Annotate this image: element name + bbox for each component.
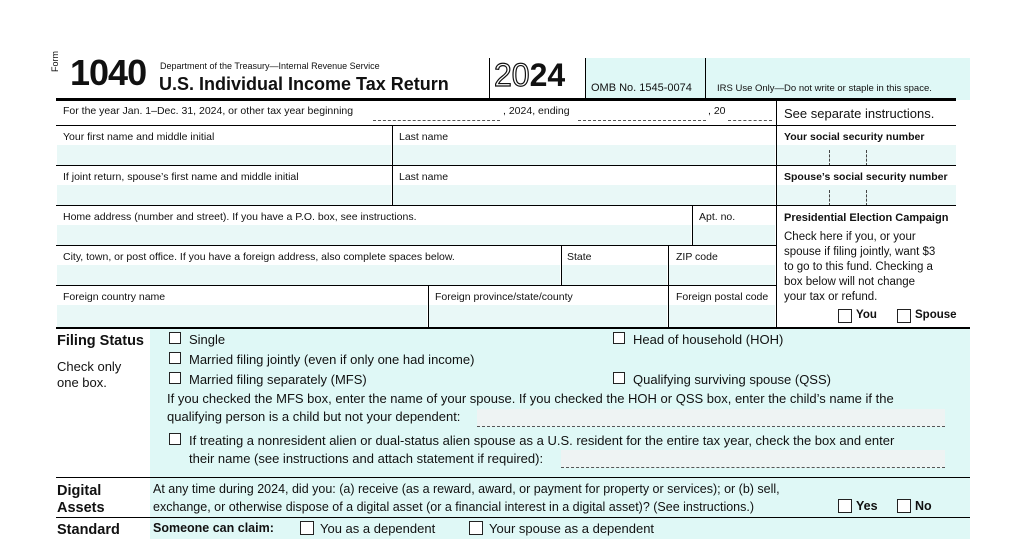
digital-assets-question-1: At any time during 2024, did you: (a) receive (as a reward, award, or payment for property or services); or (b) sell,: [153, 482, 780, 496]
campaign-you-label: You: [856, 309, 877, 321]
tax-year-outline: 20: [494, 57, 530, 93]
campaign-line: to go to this fund. Checking a: [784, 261, 933, 273]
digital-assets-title-1: Digital: [57, 483, 102, 499]
mfj-label: Married filing jointly (even if only one had income): [189, 352, 475, 367]
single-label: Single: [189, 332, 226, 347]
foreign-postal-label: Foreign postal code: [676, 291, 769, 303]
tax-year-begin-field[interactable]: [373, 120, 500, 121]
spouse-dependent-label: Your spouse as a dependent: [489, 521, 655, 536]
mfs-checkbox[interactable]: [169, 372, 181, 384]
state-input[interactable]: [562, 265, 667, 285]
mfs-spouse-name-input[interactable]: [477, 409, 945, 427]
you-dependent-checkbox[interactable]: [300, 521, 314, 535]
spouse-dependent-checkbox[interactable]: [469, 521, 483, 535]
foreign-province-label: Foreign province/state/county: [435, 291, 573, 303]
campaign-line: box below will not change: [784, 276, 916, 288]
city-label: City, town, or post office. If you have a foreign address, also complete spaces below.: [63, 251, 455, 263]
tax-year-end-field[interactable]: [578, 120, 706, 121]
campaign-line: spouse if filing jointly, want $3: [784, 246, 936, 258]
filing-status-title: Filing Status: [57, 333, 144, 349]
foreign-country-input[interactable]: [57, 305, 427, 327]
omb-number: OMB No. 1545-0074: [591, 82, 692, 94]
nonresident-line-2: their name (see instructions and attach statement if required):: [189, 451, 544, 466]
tax-year-20-field[interactable]: [728, 120, 772, 121]
mfs-note-line-2: qualifying person is a child but not your dependent:: [167, 409, 461, 424]
spouse-last-name-input[interactable]: [393, 185, 775, 205]
last-name-label: Last name: [399, 131, 449, 143]
nonresident-name-input[interactable]: [561, 450, 945, 468]
you-dependent-label: You as a dependent: [320, 521, 436, 536]
last-name-input[interactable]: [393, 145, 775, 165]
mfj-checkbox[interactable]: [169, 352, 181, 364]
tax-year-bold: 24: [529, 57, 566, 93]
someone-can-claim-label: Someone can claim:: [153, 521, 274, 535]
irs-use-only: IRS Use Only—Do not write or staple in this space.: [717, 83, 932, 94]
form-prefix: Form: [50, 51, 60, 72]
foreign-postal-input[interactable]: [669, 305, 775, 327]
apt-input[interactable]: [693, 225, 775, 245]
digital-assets-title-2: Assets: [57, 500, 105, 516]
campaign-line: Check here if you, or your: [784, 231, 916, 243]
mfs-label: Married filing separately (MFS): [189, 372, 367, 387]
see-instructions: See separate instructions.: [784, 106, 935, 121]
tax-year-label: For the year Jan. 1–Dec. 31, 2024, or other tax year beginning: [63, 105, 354, 117]
home-address-input[interactable]: [57, 225, 691, 245]
zip-label: ZIP code: [676, 251, 718, 263]
campaign-text: [784, 230, 935, 305]
mfs-note-line-1: If you checked the MFS box, enter the name of your spouse. If you checked the HOH or QSS box, enter the child’s name if the: [167, 391, 894, 406]
home-address-label: Home address (number and street). If you have a P.O. box, see instructions.: [63, 211, 417, 223]
tax-year-20-label: , 20: [708, 105, 726, 117]
spouse-last-name-label: Last name: [399, 171, 449, 183]
hoh-checkbox[interactable]: [613, 332, 625, 344]
tax-year-ending-label: , 2024, ending: [503, 105, 570, 117]
first-name-label: Your first name and middle initial: [63, 131, 215, 143]
apt-label: Apt. no.: [699, 211, 736, 223]
state-label: State: [567, 251, 592, 263]
digital-assets-no-label: No: [915, 499, 932, 513]
digital-assets-yes-label: Yes: [856, 499, 878, 513]
first-name-input[interactable]: [57, 145, 391, 165]
tax-year: [494, 57, 565, 94]
department-label: Department of the Treasury—Internal Revenue Service: [160, 61, 380, 71]
nonresident-checkbox[interactable]: [169, 433, 181, 445]
foreign-country-label: Foreign country name: [63, 291, 166, 303]
city-input[interactable]: [57, 265, 560, 285]
digital-assets-question-2: exchange, or otherwise dispose of a digital asset (or a financial interest in a digital asset)? (See instructions.): [153, 500, 755, 514]
digital-assets-yes-checkbox[interactable]: [838, 499, 852, 513]
campaign-title: Presidential Election Campaign: [784, 212, 949, 224]
campaign-line: your tax or refund.: [784, 291, 878, 303]
campaign-spouse-label: Spouse: [915, 309, 957, 321]
foreign-province-input[interactable]: [429, 305, 667, 327]
campaign-spouse-checkbox[interactable]: [897, 309, 911, 323]
digital-assets-no-checkbox[interactable]: [897, 499, 911, 513]
single-checkbox[interactable]: [169, 332, 181, 344]
spouse-first-name-label: If joint return, spouse’s first name and middle initial: [63, 171, 299, 183]
filing-status-sub-2: one box.: [57, 375, 107, 390]
campaign-you-checkbox[interactable]: [838, 309, 852, 323]
ssn-label: Your social security number: [784, 131, 925, 143]
zip-input[interactable]: [669, 265, 775, 285]
qss-checkbox[interactable]: [613, 372, 625, 384]
spouse-ssn-label: Spouse’s social security number: [784, 171, 948, 183]
hoh-label: Head of household (HOH): [633, 332, 784, 347]
form-number: 1040: [70, 52, 147, 93]
standard-title: Standard: [57, 522, 120, 538]
filing-status-sub-1: Check only: [57, 359, 122, 374]
nonresident-line-1: If treating a nonresident alien or dual-status alien spouse as a U.S. resident for the entire tax year, check the box and enter: [189, 433, 895, 448]
form-title: U.S. Individual Income Tax Return: [159, 74, 449, 94]
qss-label: Qualifying surviving spouse (QSS): [633, 372, 831, 387]
spouse-first-name-input[interactable]: [57, 185, 391, 205]
